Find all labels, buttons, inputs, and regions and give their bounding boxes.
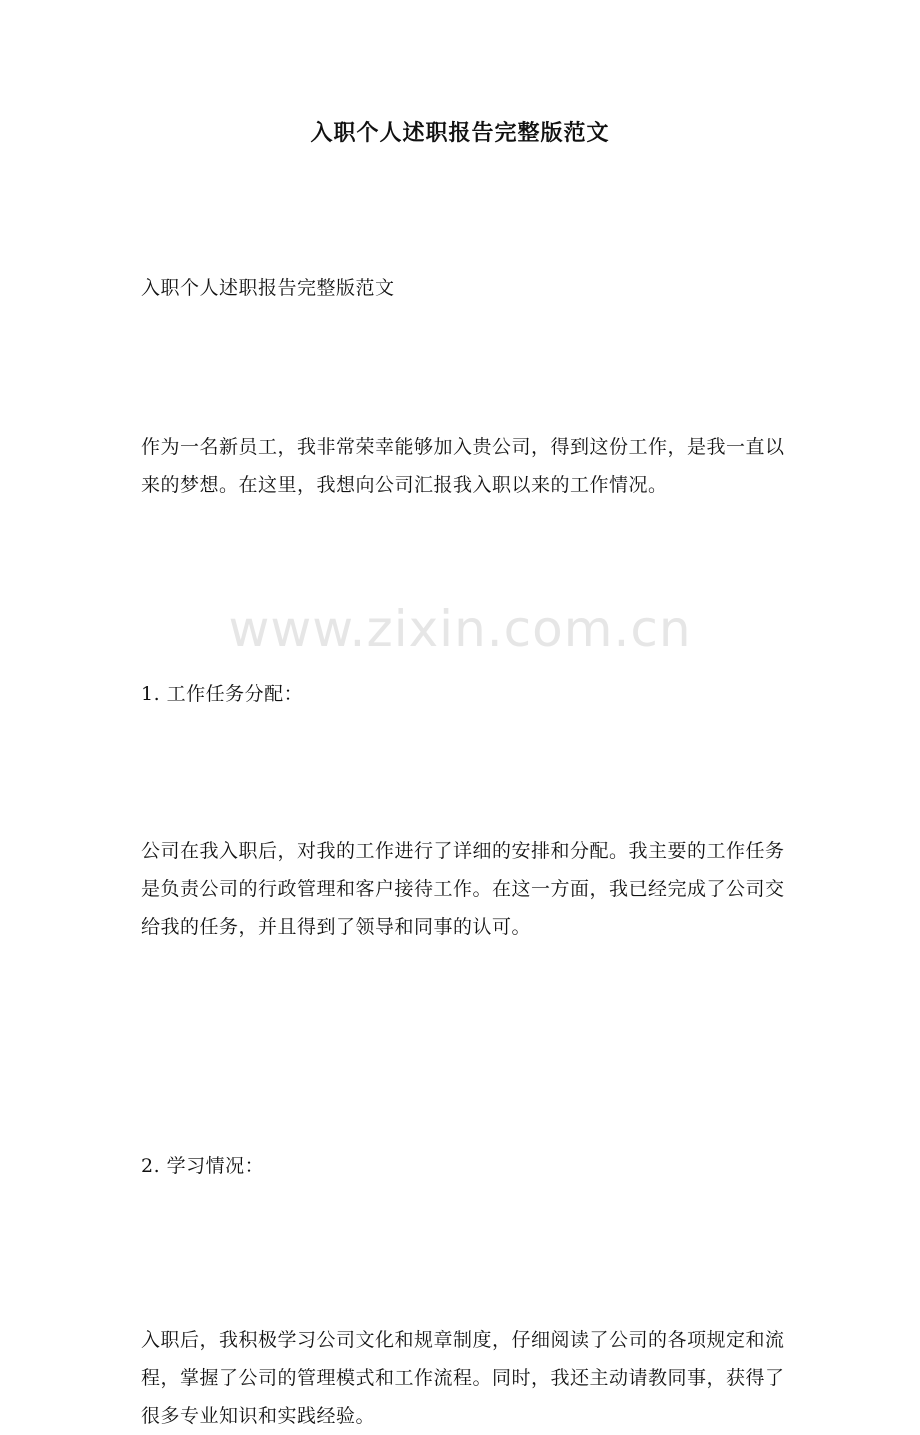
document-title: 入职个人述职报告完整版范文 bbox=[310, 120, 610, 146]
watermark-text: www.zixin.com.cn bbox=[228, 600, 692, 658]
section-2-heading: 2. 学习情况： bbox=[141, 1155, 265, 1177]
section-2-paragraph: 入职后，我积极学习公司文化和规章制度，仔细阅读了公司的各项规定和流程，掌握了公司的管理模式和工作流程。同时，我还主动请教同事，获得了很多专业知识和实践经验。 bbox=[141, 1329, 785, 1427]
section-1-heading: 1. 工作任务分配： bbox=[141, 683, 304, 705]
document-subtitle: 入职个人述职报告完整版范文 bbox=[141, 277, 395, 299]
intro-paragraph: 作为一名新员工，我非常荣幸能够加入贵公司，得到这份工作，是我一直以来的梦想。在这里，我想向公司汇报我入职以来的工作情况。 bbox=[141, 436, 785, 496]
section-1-paragraph: 公司在我入职后，对我的工作进行了详细的安排和分配。我主要的工作任务是负责公司的行政管理和客户接待工作。在这一方面，我已经完成了公司交给我的任务，并且得到了领导和同事的认可。 bbox=[141, 840, 785, 938]
